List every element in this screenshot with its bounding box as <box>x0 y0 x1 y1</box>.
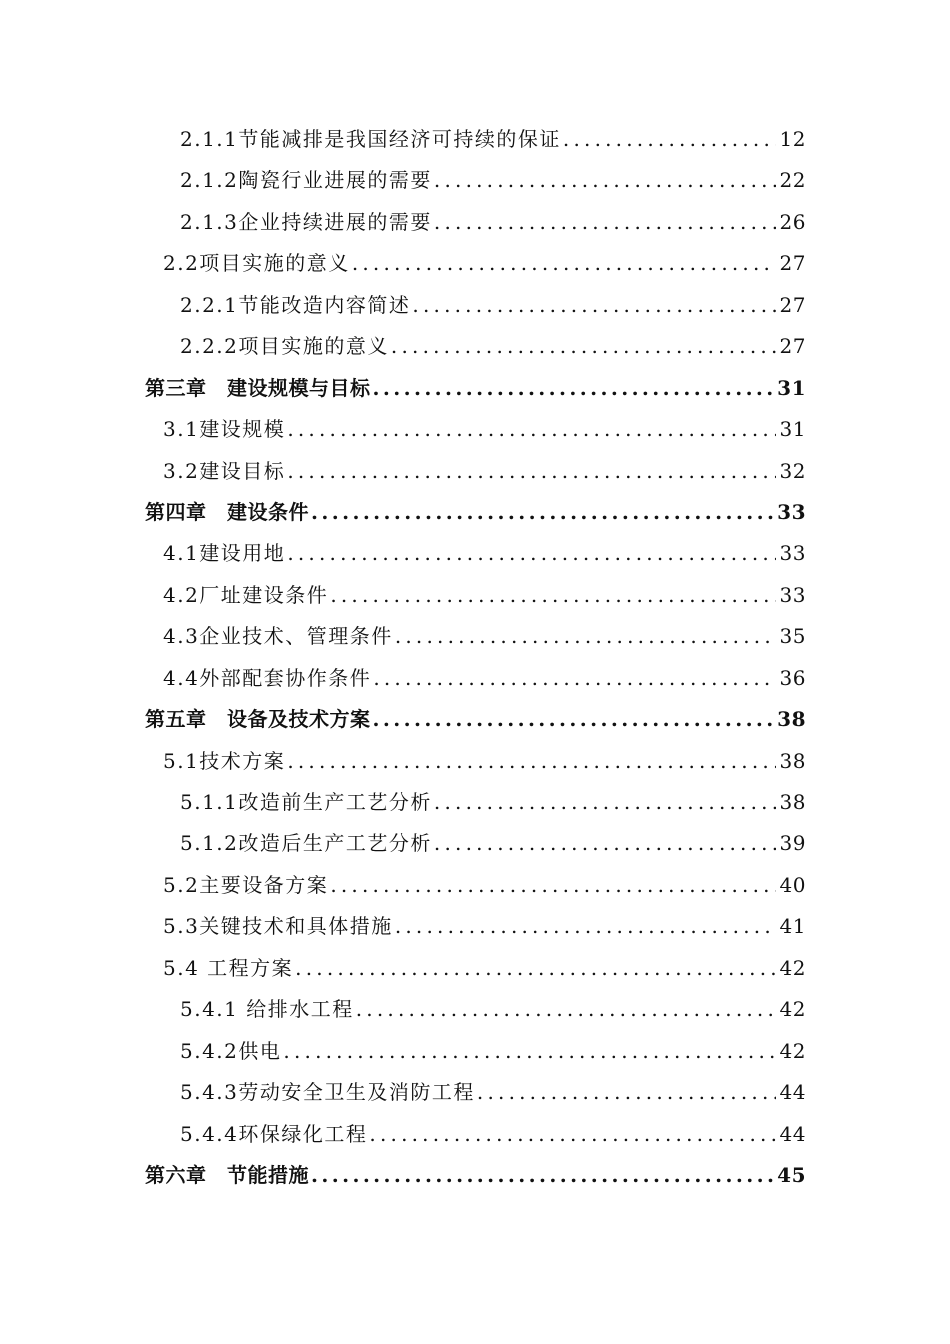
toc-entry[interactable] <box>0 285 950 326</box>
toc-entry-page: 44 <box>779 1080 806 1105</box>
toc-chapter-entry[interactable] <box>0 368 950 409</box>
toc-leader-dots <box>352 243 776 284</box>
toc-entry[interactable] <box>0 409 950 450</box>
toc-entry-title: 5.4.1 给排水工程 <box>180 997 354 1022</box>
toc-entry[interactable] <box>0 1031 950 1072</box>
toc-chapter-entry[interactable] <box>0 1155 950 1196</box>
toc-entry[interactable] <box>0 906 950 947</box>
toc-entry-title: 3.1建设规模 <box>163 417 286 442</box>
toc-entry-page: 38 <box>779 790 806 814</box>
toc-leader-dots <box>287 533 775 574</box>
toc-entry[interactable] <box>0 658 950 699</box>
toc-leader-dots <box>477 1072 776 1113</box>
table-of-contents <box>0 119 950 1196</box>
toc-leader-dots <box>434 202 776 243</box>
toc-entry-page: 27 <box>779 251 806 276</box>
toc-leader-dots <box>356 989 776 1030</box>
toc-leader-dots <box>434 782 776 823</box>
toc-entry[interactable] <box>0 202 950 243</box>
toc-entry-page: 42 <box>779 955 806 980</box>
toc-entry-page: 42 <box>779 997 806 1022</box>
toc-leader-dots <box>391 326 776 367</box>
toc-leader-dots <box>295 948 775 989</box>
toc-entry-page: 27 <box>779 334 806 359</box>
toc-chapter-entry[interactable] <box>0 699 950 740</box>
toc-entry-title: 2.1.2陶瓷行业进展的需要 <box>180 168 432 193</box>
toc-leader-dots <box>330 865 775 906</box>
toc-entry-page: 39 <box>779 831 806 856</box>
toc-entry[interactable] <box>0 243 950 284</box>
toc-entry[interactable] <box>0 575 950 616</box>
toc-entry-title: 5.4 工程方案 <box>163 955 294 980</box>
toc-entry[interactable] <box>0 1072 950 1113</box>
toc-leader-dots <box>373 368 774 409</box>
toc-entry-page: 22 <box>779 168 806 193</box>
toc-entry-title: 4.1建设用地 <box>163 541 286 566</box>
toc-leader-dots <box>311 1155 773 1196</box>
toc-leader-dots <box>563 119 776 160</box>
toc-entry[interactable] <box>0 741 950 782</box>
toc-entry[interactable] <box>0 160 950 201</box>
toc-entry-page: 27 <box>779 292 806 317</box>
toc-leader-dots <box>330 575 775 616</box>
toc-entry-title: 5.3关键技术和具体措施 <box>163 914 393 939</box>
toc-leader-dots <box>412 285 775 326</box>
toc-entry-title: 第五章 设备及技术方案 <box>145 707 371 732</box>
toc-leader-dots <box>395 616 776 657</box>
toc-entry-title: 5.2主要设备方案 <box>163 872 329 897</box>
toc-leader-dots <box>434 160 776 201</box>
toc-entry[interactable] <box>0 823 950 864</box>
toc-leader-dots <box>434 823 776 864</box>
toc-leader-dots <box>373 699 774 740</box>
toc-entry[interactable] <box>0 616 950 657</box>
toc-entry-page: 40 <box>779 872 806 897</box>
toc-entry[interactable] <box>0 782 950 823</box>
toc-entry[interactable] <box>0 533 950 574</box>
toc-entry-title: 2.2.2项目实施的意义 <box>180 334 389 359</box>
toc-entry-page: 32 <box>779 458 806 483</box>
toc-entry-page: 33 <box>779 541 806 566</box>
toc-entry-page: 41 <box>779 914 806 939</box>
toc-leader-dots <box>287 741 775 782</box>
toc-entry-title: 5.4.4环保绿化工程 <box>180 1121 368 1146</box>
toc-entry[interactable] <box>0 989 950 1030</box>
toc-entry-title: 4.4外部配套协作条件 <box>163 665 372 690</box>
toc-entry-title: 2.2项目实施的意义 <box>163 251 350 276</box>
toc-entry-title: 5.1.2改造后生产工艺分析 <box>180 831 432 856</box>
toc-entry-page: 38 <box>779 748 806 773</box>
toc-entry-title: 5.1.1改造前生产工艺分析 <box>180 790 432 814</box>
toc-entry-title: 第六章 节能措施 <box>145 1162 309 1187</box>
toc-entry-page: 31 <box>779 417 806 442</box>
toc-entry-page: 12 <box>779 127 806 151</box>
toc-entry-page: 42 <box>779 1038 806 1063</box>
toc-entry-page: 38 <box>777 707 806 732</box>
toc-entry-title: 4.3企业技术、管理条件 <box>163 624 393 649</box>
toc-entry-title: 5.4.2供电 <box>180 1038 282 1063</box>
toc-entry-title: 5.4.3劳动安全卫生及消防工程 <box>180 1080 475 1105</box>
toc-entry-page: 36 <box>779 665 806 690</box>
toc-entry-title: 5.1技术方案 <box>163 748 286 773</box>
toc-entry[interactable] <box>0 948 950 989</box>
toc-leader-dots <box>369 1114 775 1155</box>
toc-chapter-entry[interactable] <box>0 492 950 533</box>
toc-entry-page: 45 <box>777 1162 806 1187</box>
toc-entry[interactable] <box>0 1114 950 1155</box>
toc-entry-page: 44 <box>779 1121 806 1146</box>
toc-entry[interactable] <box>0 865 950 906</box>
toc-entry-title: 第三章 建设规模与目标 <box>145 375 371 400</box>
toc-leader-dots <box>373 658 775 699</box>
toc-leader-dots <box>283 1031 775 1072</box>
toc-entry-title: 2.2.1节能改造内容简述 <box>180 292 411 317</box>
toc-entry-title: 2.1.3企业持续进展的需要 <box>180 209 432 234</box>
toc-entry-page: 35 <box>779 624 806 649</box>
toc-entry-title: 4.2厂址建设条件 <box>163 582 329 607</box>
toc-entry[interactable] <box>0 451 950 492</box>
toc-leader-dots <box>287 409 775 450</box>
toc-entry-page: 31 <box>777 375 806 400</box>
toc-entry-title: 第四章 建设条件 <box>145 499 309 524</box>
toc-entry-page: 33 <box>779 582 806 607</box>
toc-leader-dots <box>287 451 775 492</box>
toc-entry-title: 3.2建设目标 <box>163 458 286 483</box>
toc-entry-title: 2.1.1节能减排是我国经济可持续的保证 <box>180 127 561 151</box>
toc-entry-page: 33 <box>777 499 806 524</box>
toc-leader-dots <box>311 492 773 533</box>
toc-leader-dots <box>395 906 776 947</box>
toc-entry[interactable] <box>0 326 950 367</box>
toc-entry[interactable] <box>0 119 950 160</box>
toc-entry-page: 26 <box>779 209 806 234</box>
